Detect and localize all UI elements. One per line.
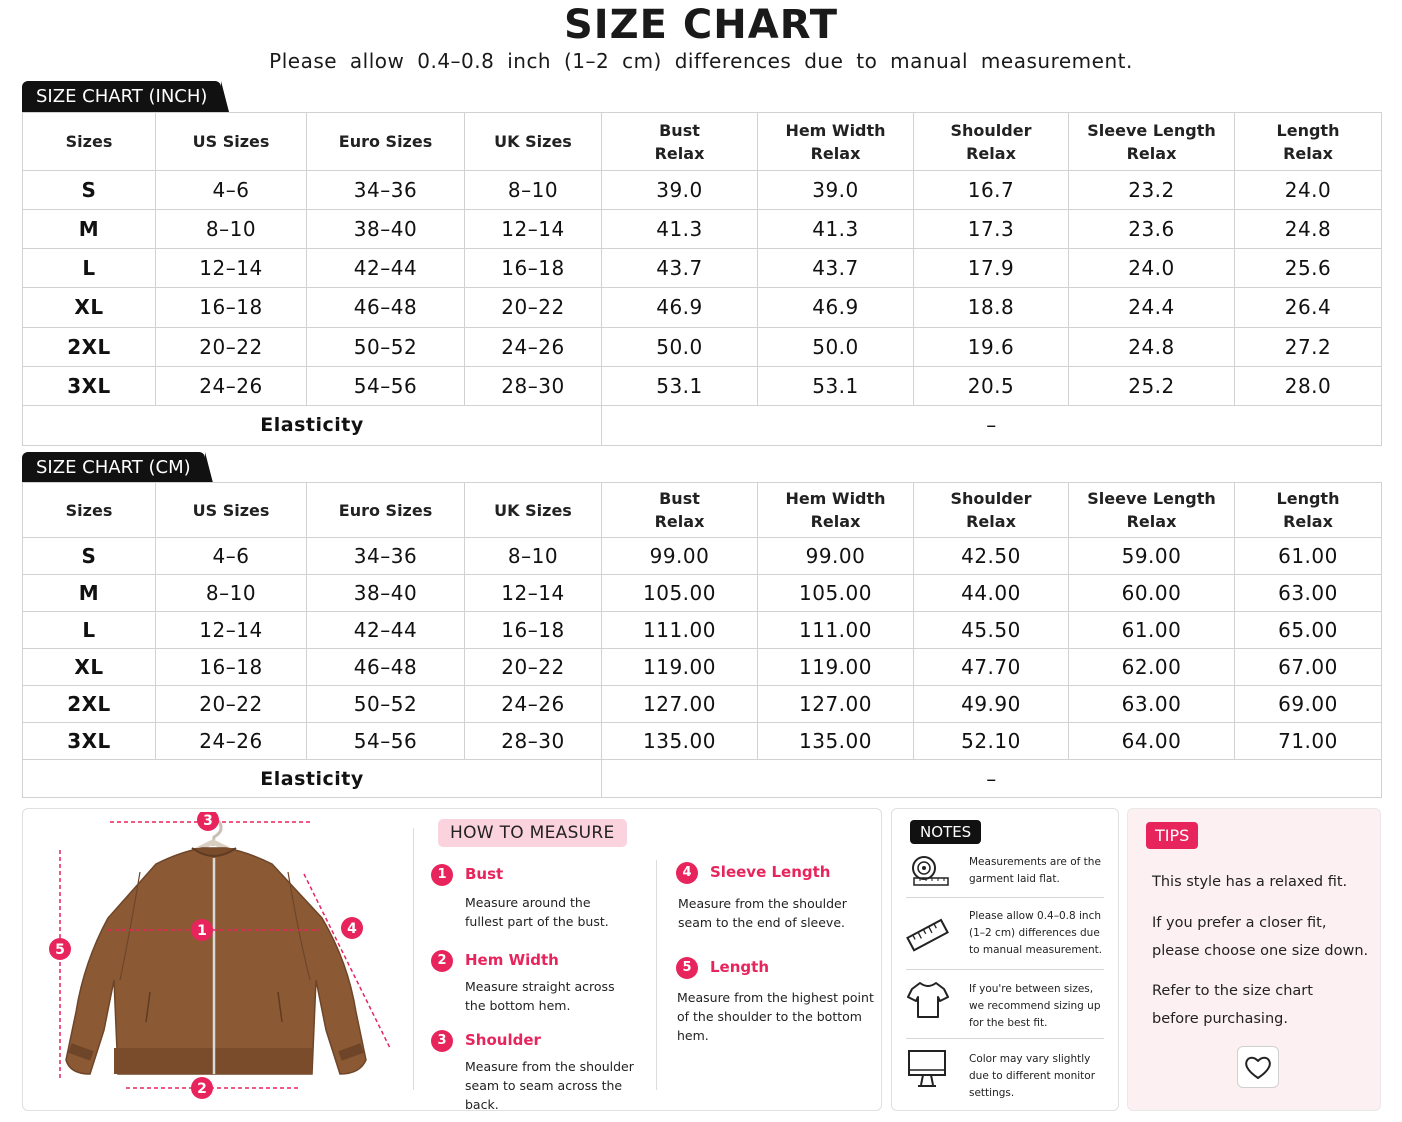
table-cell: 105.00 xyxy=(602,575,758,612)
table-cell: 64.00 xyxy=(1069,723,1235,760)
column-header-subline: Relax xyxy=(654,512,705,531)
table-cell: 49.90 xyxy=(914,686,1069,723)
table-cell: 67.00 xyxy=(1235,649,1382,686)
elasticity-value: – xyxy=(602,405,1382,445)
tshirt-icon xyxy=(906,979,950,1019)
table-cell: 50.0 xyxy=(602,327,758,366)
tips-title: TIPS xyxy=(1146,822,1198,849)
table-row xyxy=(23,171,1382,210)
note-text: If you're between sizes, we recommend sizing up for the best fit. xyxy=(969,983,1101,1029)
size-cell: 3XL xyxy=(23,723,156,760)
table-cell: 24–26 xyxy=(465,327,602,366)
table-cell: 54–56 xyxy=(307,723,465,760)
size-cell: S xyxy=(23,538,156,575)
cm-size-table xyxy=(22,482,1382,798)
table-cell: 127.00 xyxy=(758,686,914,723)
note-text: Measurements are of the garment laid flat. xyxy=(969,856,1101,885)
table-cell: 47.70 xyxy=(914,649,1069,686)
table-cell: 61.00 xyxy=(1069,612,1235,649)
table-cell: 20–22 xyxy=(156,327,307,366)
column-header xyxy=(156,113,307,171)
table-cell: 24.0 xyxy=(1235,171,1382,210)
table-cell: 42–44 xyxy=(307,612,465,649)
column-header-line: Hem Width xyxy=(785,489,886,508)
marker-3-label: 3 xyxy=(203,813,213,829)
table-cell: 4–6 xyxy=(156,171,307,210)
cm-header-row xyxy=(23,483,1382,538)
table-cell: 34–36 xyxy=(307,538,465,575)
table-cell: 28–30 xyxy=(465,366,602,405)
elasticity-value: – xyxy=(602,760,1382,798)
note-text: Please allow 0.4–0.8 inch (1–2 cm) differences due to manual measurement. xyxy=(969,910,1103,956)
table-cell: 12–14 xyxy=(465,210,602,249)
size-cell: 2XL xyxy=(23,686,156,723)
column-header xyxy=(1069,113,1235,171)
column-header xyxy=(465,483,602,538)
table-cell: 111.00 xyxy=(758,612,914,649)
table-cell: 50–52 xyxy=(307,686,465,723)
table-cell: 12–14 xyxy=(156,612,307,649)
table-cell: 38–40 xyxy=(307,210,465,249)
inch-header-row xyxy=(23,113,1382,171)
inch-size-table xyxy=(22,112,1382,446)
table-cell: 42–44 xyxy=(307,249,465,288)
table-row xyxy=(23,249,1382,288)
table-cell: 45.50 xyxy=(914,612,1069,649)
step-description: Measure straight across the bottom hem. xyxy=(465,979,615,1013)
column-header xyxy=(156,483,307,538)
table-cell: 16–18 xyxy=(465,612,602,649)
table-cell: 24–26 xyxy=(156,723,307,760)
table-cell: 24.0 xyxy=(1069,249,1235,288)
note-text: Color may vary slightly due to different monitor settings. xyxy=(969,1053,1096,1099)
notes-title: NOTES xyxy=(910,820,981,844)
column-header-subline: Relax xyxy=(810,143,861,163)
table-row xyxy=(23,210,1382,249)
table-cell: 46–48 xyxy=(307,288,465,327)
step-title: Length xyxy=(710,958,769,976)
elasticity-label: Elasticity xyxy=(23,405,602,445)
column-header-line: Shoulder xyxy=(950,120,1032,140)
note-between-sizes xyxy=(906,979,1104,1039)
table-cell: 25.2 xyxy=(1069,366,1235,405)
table-cell: 8–10 xyxy=(465,538,602,575)
jacket-measurement-diagram xyxy=(30,812,400,1106)
column-header-subline: Relax xyxy=(1126,143,1177,163)
favorite-button[interactable] xyxy=(1237,1046,1279,1088)
table-cell: 53.1 xyxy=(602,366,758,405)
table-cell: 16–18 xyxy=(465,249,602,288)
marker-5-label: 5 xyxy=(55,942,65,958)
column-header xyxy=(1235,483,1382,538)
table-cell: 28.0 xyxy=(1235,366,1382,405)
table-cell: 111.00 xyxy=(602,612,758,649)
table-cell: 52.10 xyxy=(914,723,1069,760)
step-title: Shoulder xyxy=(465,1031,541,1049)
step-description: Measure from the highest point of the shoulder to the bottom hem. xyxy=(677,990,874,1043)
column-header-subline: Relax xyxy=(966,143,1016,163)
table-cell: 24.4 xyxy=(1069,288,1235,327)
table-cell: 27.2 xyxy=(1235,327,1382,366)
step-number-badge: 5 xyxy=(676,957,698,979)
table-cell: 28–30 xyxy=(465,723,602,760)
table-cell: 23.6 xyxy=(1069,210,1235,249)
column-header-subline: Relax xyxy=(654,143,705,163)
how-to-measure-title: HOW TO MEASURE xyxy=(438,819,627,847)
column-header-line: Length xyxy=(1276,489,1340,508)
column-header xyxy=(307,483,465,538)
step-description: Measure around the fullest part of the bust. xyxy=(465,895,609,929)
table-cell: 12–14 xyxy=(156,249,307,288)
table-cell: 23.2 xyxy=(1069,171,1235,210)
column-header-line: US Sizes xyxy=(192,132,270,151)
step-description: Measure from the shoulder seam to the end of sleeve. xyxy=(678,896,847,930)
column-header-line: Bust xyxy=(659,489,700,508)
table-cell: 63.00 xyxy=(1235,575,1382,612)
column-header-subline: Relax xyxy=(810,512,861,531)
table-cell: 46.9 xyxy=(602,288,758,327)
elasticity-row xyxy=(23,405,1382,445)
table-cell: 24.8 xyxy=(1069,327,1235,366)
column-header-subline: Relax xyxy=(1126,512,1177,531)
column-header xyxy=(602,113,758,171)
table-row xyxy=(23,649,1382,686)
table-cell: 53.1 xyxy=(758,366,914,405)
step-number-badge: 3 xyxy=(431,1030,453,1052)
column-header-subline: Relax xyxy=(1283,143,1333,163)
table-cell: 16–18 xyxy=(156,649,307,686)
table-cell: 24.8 xyxy=(1235,210,1382,249)
tip-line: This style has a relaxed fit. xyxy=(1152,874,1348,890)
tape-measure-icon xyxy=(906,852,950,892)
table-cell: 46.9 xyxy=(758,288,914,327)
table-cell: 42.50 xyxy=(914,538,1069,575)
size-cell: XL xyxy=(23,649,156,686)
table-cell: 119.00 xyxy=(758,649,914,686)
column-header xyxy=(1069,483,1235,538)
table-cell: 20–22 xyxy=(465,649,602,686)
column-header xyxy=(602,483,758,538)
step-title: Sleeve Length xyxy=(710,863,831,881)
diagram-divider xyxy=(413,828,414,1090)
column-header xyxy=(758,113,914,171)
table-cell: 16–18 xyxy=(156,288,307,327)
size-cell: 3XL xyxy=(23,366,156,405)
column-header-line: Bust xyxy=(659,120,700,140)
size-cell: M xyxy=(23,575,156,612)
size-cell: 2XL xyxy=(23,327,156,366)
tip-line: If you prefer a closer fit, xyxy=(1152,915,1327,931)
column-header-line: Shoulder xyxy=(950,489,1032,508)
table-cell: 24–26 xyxy=(465,686,602,723)
size-cell: L xyxy=(23,612,156,649)
tip-line: Refer to the size chart xyxy=(1152,983,1313,999)
table-cell: 20–22 xyxy=(465,288,602,327)
table-cell: 20.5 xyxy=(914,366,1069,405)
cm-table-label: SIZE CHART (CM) xyxy=(22,452,205,483)
monitor-icon xyxy=(906,1049,950,1089)
note-garment-flat xyxy=(906,852,1104,898)
jacket-body xyxy=(66,848,366,1074)
step-number-badge: 1 xyxy=(431,864,453,886)
column-header xyxy=(914,113,1069,171)
table-cell: 24–26 xyxy=(156,366,307,405)
column-header-subline: Relax xyxy=(1283,512,1333,531)
table-cell: 135.00 xyxy=(602,723,758,760)
jacket-icon xyxy=(66,848,366,1074)
elasticity-row xyxy=(23,760,1382,798)
table-cell: 99.00 xyxy=(602,538,758,575)
column-header xyxy=(758,483,914,538)
marker-2-label: 2 xyxy=(197,1081,207,1097)
step-title: Bust xyxy=(465,865,504,883)
size-cell: S xyxy=(23,171,156,210)
table-cell: 46–48 xyxy=(307,649,465,686)
table-cell: 20–22 xyxy=(156,686,307,723)
column-header-line: Sleeve Length xyxy=(1087,489,1216,508)
column-header-line: US Sizes xyxy=(192,500,270,520)
table-row xyxy=(23,327,1382,366)
table-cell: 12–14 xyxy=(465,575,602,612)
heart-icon xyxy=(1238,1047,1278,1087)
table-cell: 26.4 xyxy=(1235,288,1382,327)
step-number-badge: 4 xyxy=(676,862,698,884)
table-cell: 62.00 xyxy=(1069,649,1235,686)
table-cell: 41.3 xyxy=(602,210,758,249)
table-row xyxy=(23,366,1382,405)
table-cell: 119.00 xyxy=(602,649,758,686)
column-header-line: Sizes xyxy=(65,500,113,520)
table-row xyxy=(23,575,1382,612)
table-row xyxy=(23,288,1382,327)
column-header-line: UK Sizes xyxy=(494,132,572,151)
ruler-icon xyxy=(906,916,950,956)
table-row xyxy=(23,538,1382,575)
size-cell: M xyxy=(23,210,156,249)
table-cell: 39.0 xyxy=(758,171,914,210)
table-cell: 127.00 xyxy=(602,686,758,723)
table-cell: 38–40 xyxy=(307,575,465,612)
table-cell: 41.3 xyxy=(758,210,914,249)
step-description: Measure from the shoulder seam to seam across the back. xyxy=(465,1059,634,1112)
table-row xyxy=(23,686,1382,723)
column-header-line: Sizes xyxy=(65,132,113,151)
table-cell: 43.7 xyxy=(602,249,758,288)
table-cell: 50.0 xyxy=(758,327,914,366)
table-cell: 44.00 xyxy=(914,575,1069,612)
step-title: Hem Width xyxy=(465,951,559,969)
column-header xyxy=(914,483,1069,538)
column-header-line: Euro Sizes xyxy=(338,500,433,520)
table-cell: 69.00 xyxy=(1235,686,1382,723)
table-cell: 8–10 xyxy=(156,575,307,612)
table-cell: 17.3 xyxy=(914,210,1069,249)
elasticity-label: Elasticity xyxy=(23,760,602,798)
marker-1-label: 1 xyxy=(197,923,207,939)
column-header xyxy=(307,113,465,171)
table-cell: 17.9 xyxy=(914,249,1069,288)
table-cell: 60.00 xyxy=(1069,575,1235,612)
column-header-line: Euro Sizes xyxy=(338,132,433,151)
note-monitor-color xyxy=(906,1049,1104,1099)
column-header xyxy=(23,113,156,171)
table-cell: 39.0 xyxy=(602,171,758,210)
table-cell: 65.00 xyxy=(1235,612,1382,649)
page-subtitle: Please allow 0.4–0.8 inch (1–2 cm) differences due to manual measurement. xyxy=(269,49,1133,73)
table-cell: 105.00 xyxy=(758,575,914,612)
column-header-line: Length xyxy=(1276,120,1340,140)
table-cell: 19.6 xyxy=(914,327,1069,366)
table-cell: 54–56 xyxy=(307,366,465,405)
table-cell: 8–10 xyxy=(465,171,602,210)
steps-divider xyxy=(656,860,657,1090)
tip-line: before purchasing. xyxy=(1152,1011,1288,1027)
table-cell: 135.00 xyxy=(758,723,914,760)
table-cell: 63.00 xyxy=(1069,686,1235,723)
column-header-line: Sleeve Length xyxy=(1087,120,1216,140)
table-cell: 18.8 xyxy=(914,288,1069,327)
page-title: SIZE CHART xyxy=(563,2,839,48)
table-row xyxy=(23,612,1382,649)
table-cell: 43.7 xyxy=(758,249,914,288)
table-cell: 25.6 xyxy=(1235,249,1382,288)
column-header-subline: Relax xyxy=(966,512,1016,531)
table-cell: 8–10 xyxy=(156,210,307,249)
table-row xyxy=(23,723,1382,760)
table-cell: 16.7 xyxy=(914,171,1069,210)
inch-table-label: SIZE CHART (INCH) xyxy=(22,81,221,112)
size-cell: L xyxy=(23,249,156,288)
column-header xyxy=(465,113,602,171)
table-cell: 99.00 xyxy=(758,538,914,575)
column-header xyxy=(1235,113,1382,171)
size-cell: XL xyxy=(23,288,156,327)
tip-line: please choose one size down. xyxy=(1152,943,1369,959)
marker-4-label: 4 xyxy=(347,921,357,937)
table-cell: 50–52 xyxy=(307,327,465,366)
table-cell: 34–36 xyxy=(307,171,465,210)
table-cell: 71.00 xyxy=(1235,723,1382,760)
column-header xyxy=(23,483,156,538)
column-header-line: UK Sizes xyxy=(494,500,572,520)
table-cell: 4–6 xyxy=(156,538,307,575)
table-cell: 61.00 xyxy=(1235,538,1382,575)
step-number-badge: 2 xyxy=(431,950,453,972)
table-cell: 59.00 xyxy=(1069,538,1235,575)
column-header-line: Hem Width xyxy=(785,120,886,140)
note-measurement-diff xyxy=(906,906,1104,970)
